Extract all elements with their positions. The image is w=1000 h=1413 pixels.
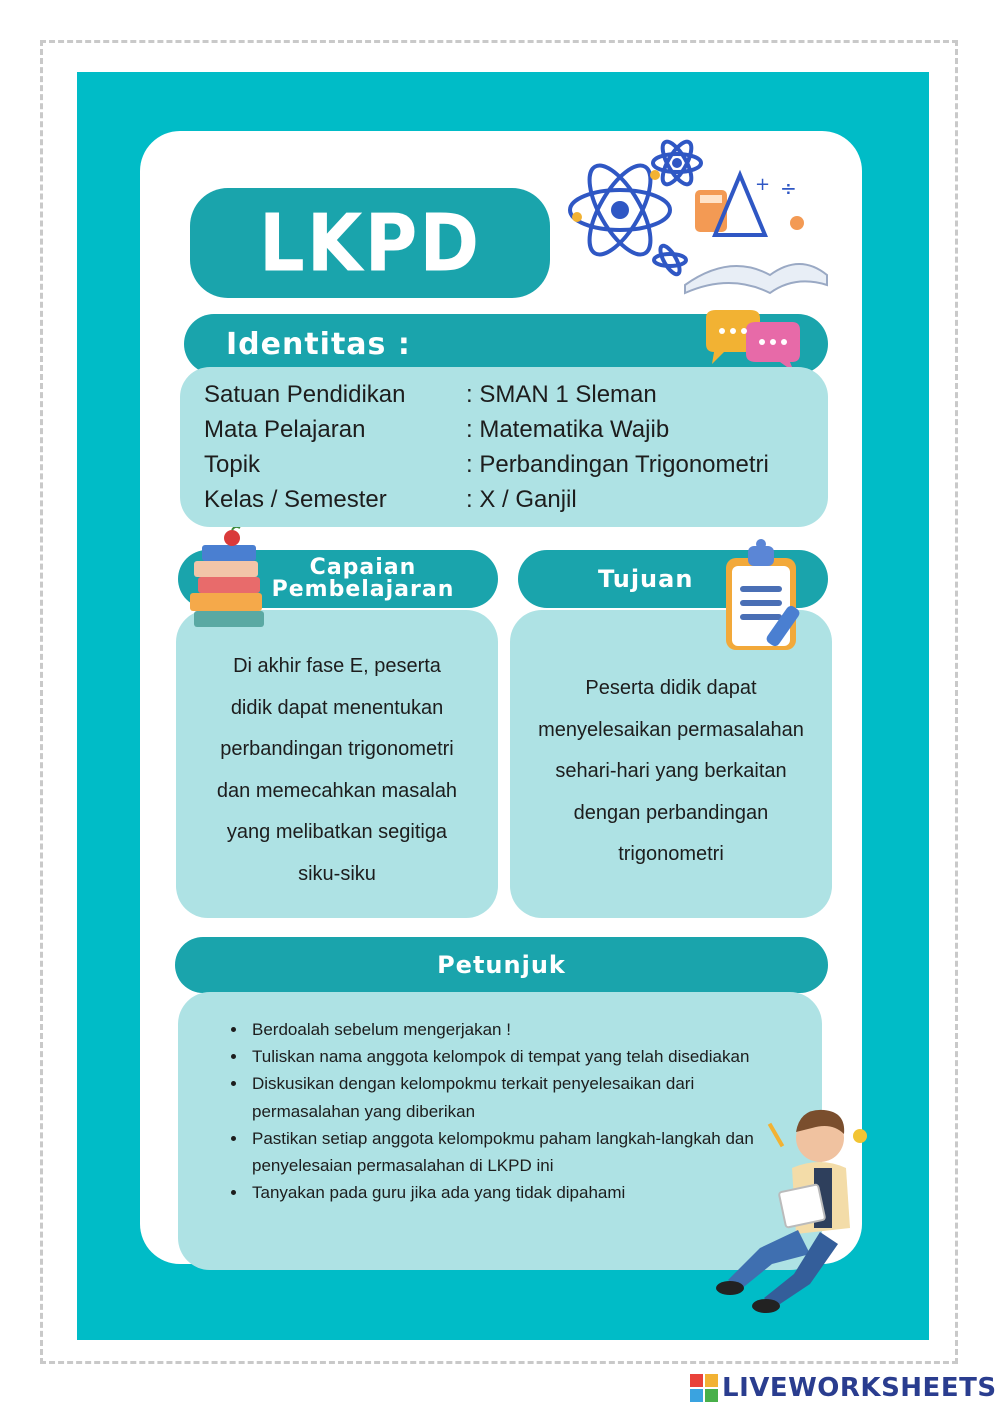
list-item: • Pastikan setiap anggota kelompokmu paham langkah-langkah dan penyelesaian permasalahan di LKPD ini <box>248 1125 788 1179</box>
list-item: • Diskusikan dengan kelompokmu terkait penyelesaikan dari permasalahan yang diberikan <box>248 1070 788 1124</box>
capaian-title-line1: Capaian <box>309 555 417 580</box>
identitas-label: Satuan Pendidikan <box>204 381 406 408</box>
footer-logo <box>690 1373 997 1403</box>
identitas-value: : SMAN 1 Sleman <box>466 381 657 408</box>
tujuan-line: sehari-hari yang berkaitan <box>555 760 787 782</box>
capaian-line: yang melibatkan segitiga <box>226 821 448 843</box>
title-banner <box>190 188 550 298</box>
footer-brand: LIVEWORKSHEETS <box>722 1373 997 1403</box>
identitas-value: : Matematika Wajib <box>466 416 670 443</box>
clipboard-icon <box>720 538 812 656</box>
svg-text:÷: ÷ <box>780 176 797 200</box>
capaian-title-line2: Pembelajaran <box>271 577 455 602</box>
student-icon <box>700 1098 870 1320</box>
svg-text:+: + <box>755 174 771 195</box>
list-item: • Tuliskan nama anggota kelompok di tempat yang telah disediakan <box>248 1043 788 1070</box>
identitas-title: Identitas : <box>226 326 411 362</box>
tujuan-line: Peserta didik dapat <box>585 677 757 699</box>
tujuan-text <box>510 668 832 876</box>
tujuan-box <box>510 610 832 918</box>
identitas-value: : Perbandingan Trigonometri <box>466 451 769 478</box>
list-item: • Tanyakan pada guru jika ada yang tidak dipahami <box>248 1179 788 1206</box>
chat-bubbles-icon <box>700 308 805 376</box>
capaian-line: perbandingan trigonometri <box>220 738 454 760</box>
identitas-box <box>180 367 828 527</box>
atom-math-icon <box>565 135 830 300</box>
page-title: LKPD <box>258 196 482 290</box>
identitas-label: Topik <box>204 451 261 478</box>
capaian-line: didik dapat menentukan <box>230 696 444 719</box>
petunjuk-title: Petunjuk <box>437 951 566 979</box>
identitas-label: Kelas / Semester <box>204 486 387 513</box>
identitas-label: Mata Pelajaran <box>204 416 366 443</box>
capaian-line: siku-siku <box>298 862 376 885</box>
tujuan-line: dengan perbandingan <box>573 801 769 824</box>
capaian-text <box>176 646 498 895</box>
capaian-line: dan memecahkan masalah <box>216 779 458 802</box>
capaian-box <box>176 610 498 918</box>
petunjuk-header <box>175 937 828 993</box>
books-icon <box>188 527 274 633</box>
list-item: • Berdoalah sebelum mengerjakan ! <box>248 1016 788 1043</box>
liveworksheets-logo-icon <box>690 1374 718 1402</box>
tujuan-line: menyelesaikan permasalahan <box>538 718 804 741</box>
capaian-line: Di akhir fase E, peserta <box>233 655 441 677</box>
identitas-value: : X / Ganjil <box>466 486 577 513</box>
tujuan-title: Tujuan <box>598 565 694 593</box>
tujuan-line: trigonometri <box>618 843 724 865</box>
